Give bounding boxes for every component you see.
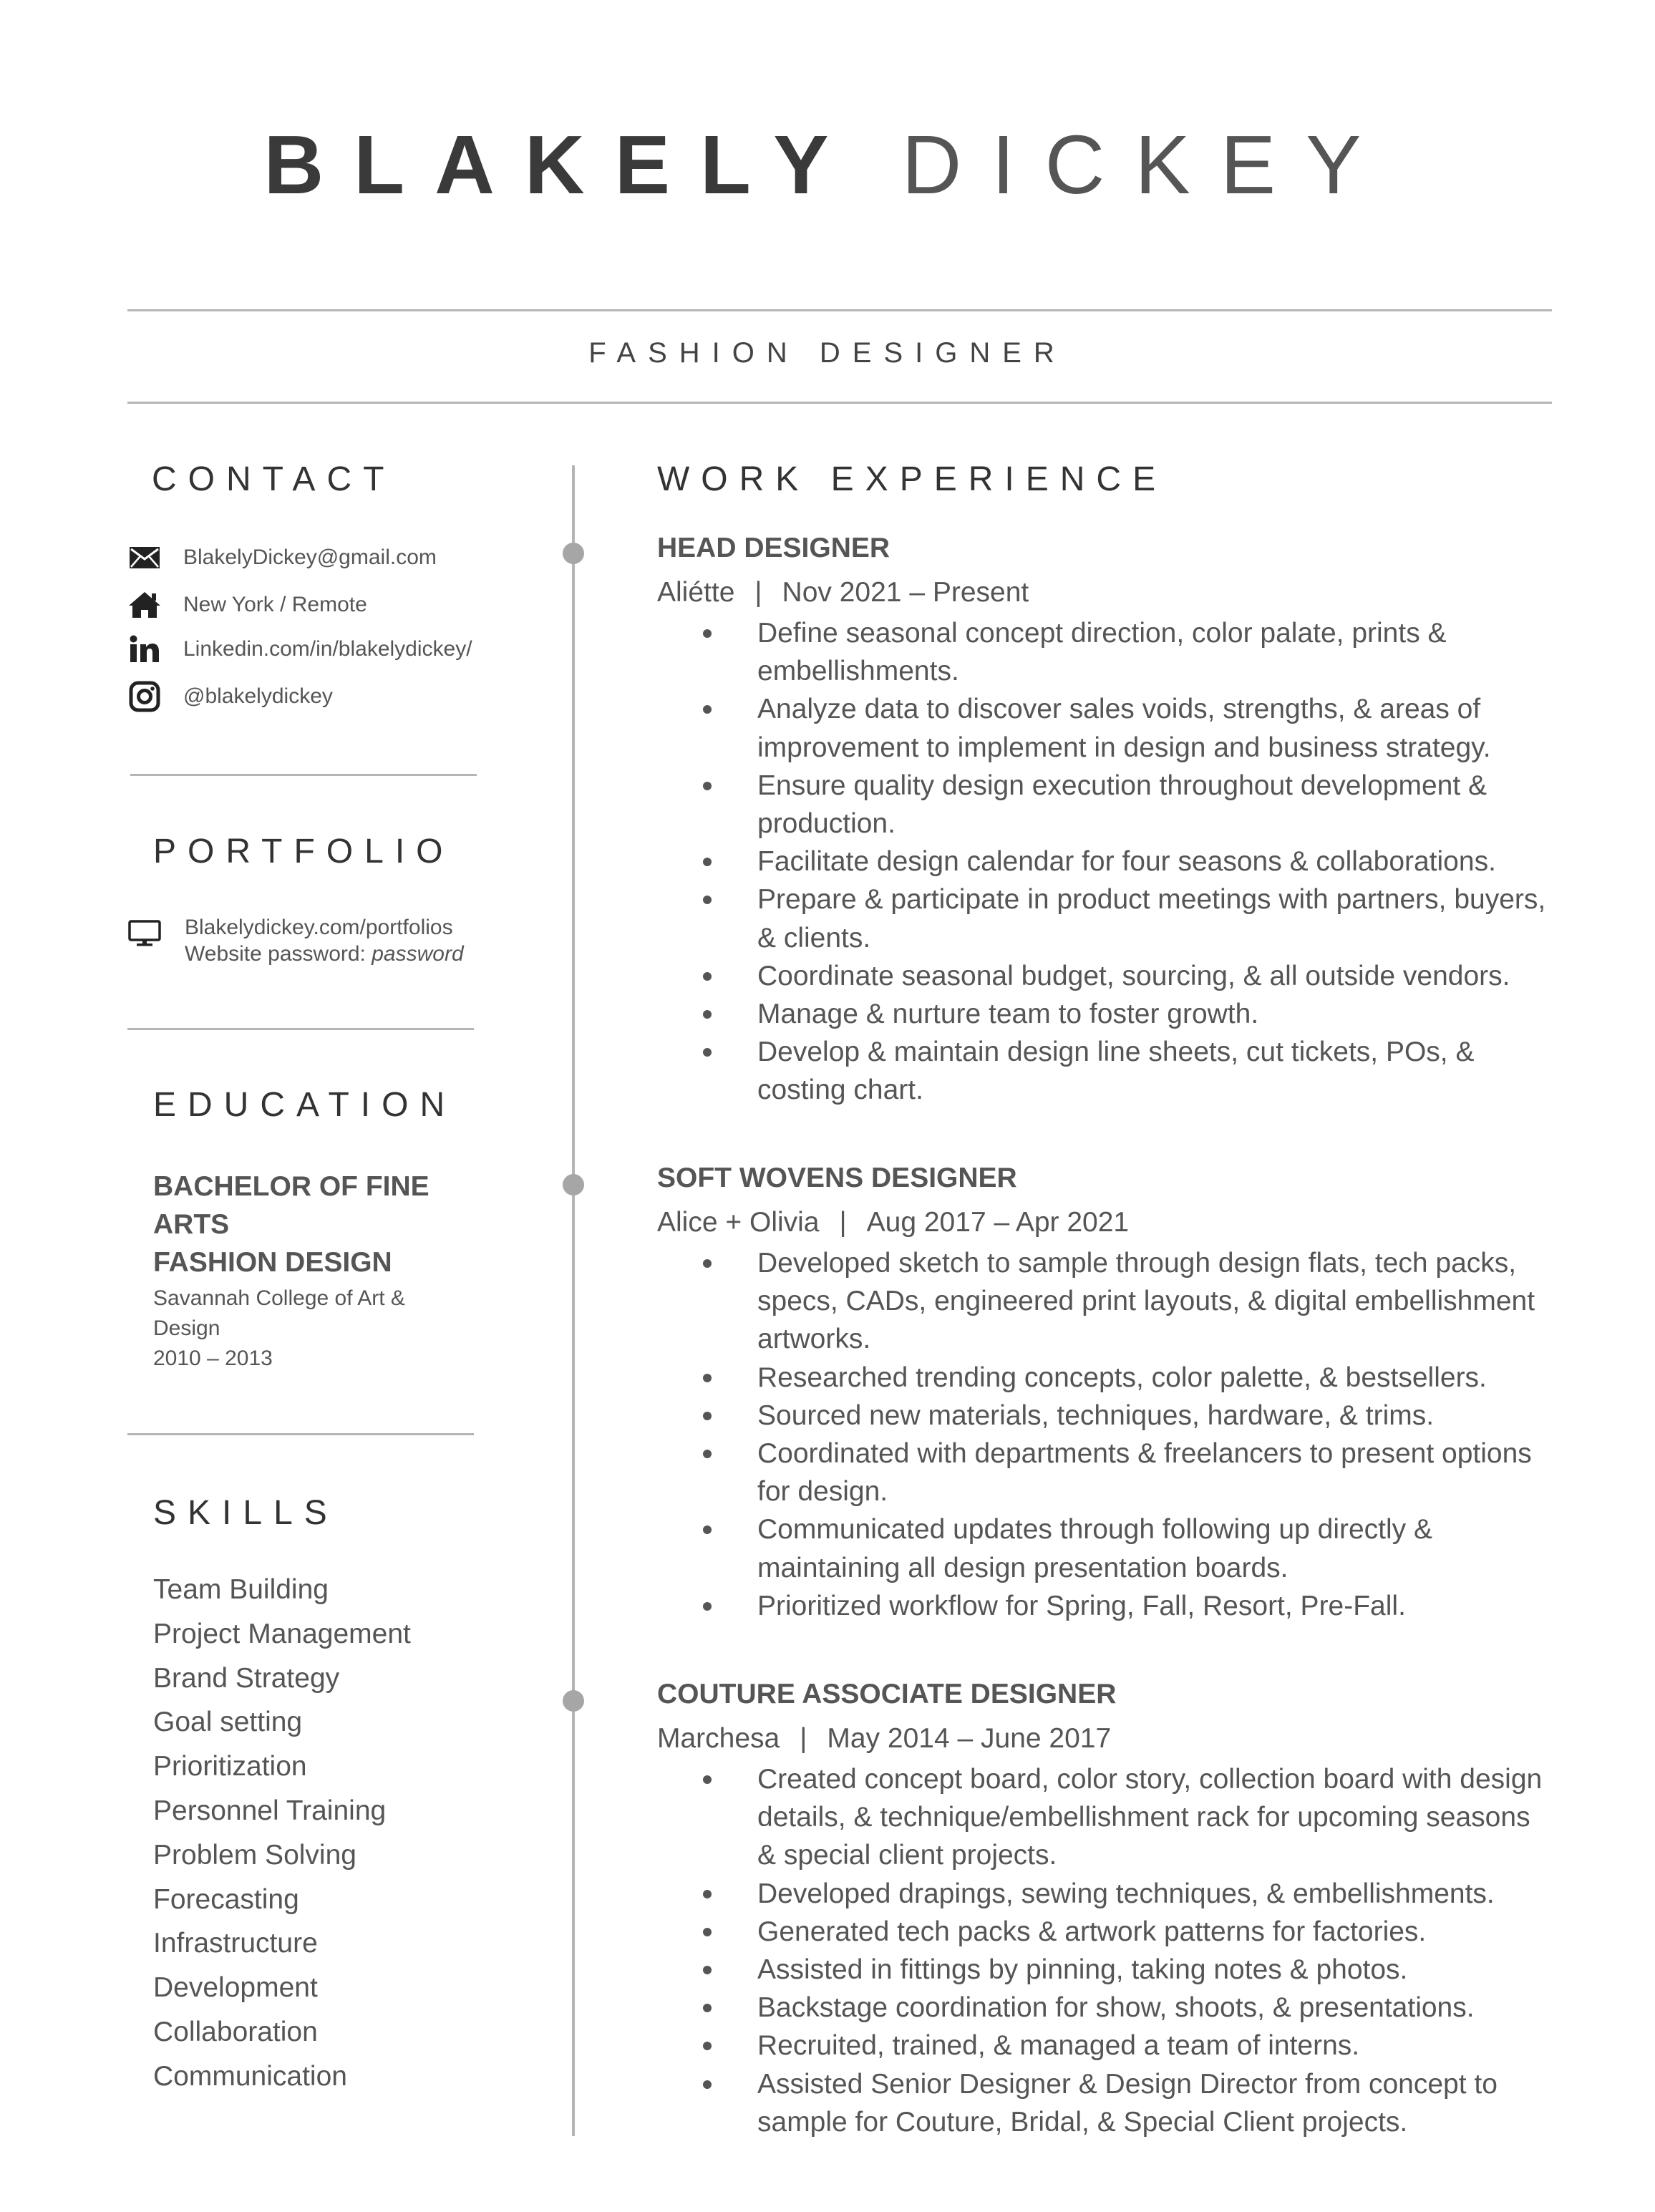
bullet-item: Manage & nurture team to foster growth. — [657, 995, 1552, 1033]
portfolio-divider — [127, 1028, 474, 1030]
bullet-item: Backstage coordination for show, shoots, & presentations. — [657, 1989, 1552, 2027]
skill-item: Infrastructure — [153, 1928, 318, 1959]
linkedin-text[interactable]: Linkedin.com/in/blakelydickey/ — [183, 637, 472, 661]
email-text[interactable]: BlakelyDickey@gmail.com — [183, 545, 437, 569]
job-title-subtitle: FASHION DESIGNER — [588, 337, 1067, 369]
header-bottom-divider — [127, 402, 1552, 404]
job-company: Alice + Olivia — [657, 1207, 820, 1238]
instagram-icon — [127, 679, 162, 714]
education-divider — [127, 1433, 474, 1435]
job-meta — [657, 1721, 1552, 1757]
contact-divider — [130, 774, 477, 776]
skill-item: Forecasting — [153, 1883, 299, 1915]
bullet-item: Facilitate design calendar for four seasons & collaborations. — [657, 843, 1552, 881]
job-bullets — [657, 1244, 1552, 1625]
job-head-designer — [657, 530, 1552, 1110]
skill-item: Project Management — [153, 1618, 411, 1649]
contact-linkedin — [127, 631, 472, 667]
bullet-item: Generated tech packs & artwork patterns for factories. — [657, 1913, 1552, 1951]
skill-item: Team Building — [153, 1574, 329, 1605]
job-separator: | — [839, 1207, 847, 1238]
job-separator: | — [800, 1723, 807, 1754]
portfolio-heading: PORTFOLIO — [153, 833, 455, 870]
portfolio-password — [185, 941, 464, 968]
bullet-item: Ensure quality design execution throughout development & production. — [657, 767, 1552, 843]
resume-name — [0, 115, 1655, 215]
contact-email — [127, 540, 437, 576]
job-dates: May 2014 – June 2017 — [827, 1723, 1112, 1754]
skill-item: Collaboration — [153, 2016, 318, 2047]
skill-item: Problem Solving — [153, 1839, 356, 1871]
job-couture-associate-designer — [657, 1677, 1552, 2141]
contact-heading: CONTACT — [152, 460, 396, 498]
bullet-item: Recruited, trained, & managed a team of interns. — [657, 2027, 1552, 2065]
skill-item: Prioritization — [153, 1751, 307, 1782]
contact-instagram — [127, 679, 333, 714]
education-heading: EDUCATION — [153, 1086, 457, 1124]
monitor-icon — [127, 916, 162, 951]
skill-item: Communication — [153, 2060, 347, 2092]
skill-item: Development — [153, 1972, 318, 2004]
first-name: BLAKELY — [263, 118, 859, 211]
school-line-1: Savannah College of Art & — [153, 1286, 405, 1310]
location-text: New York / Remote — [183, 593, 367, 616]
timeline-line — [572, 465, 575, 2136]
bullet-item: Created concept board, color story, collection board with design details, & technique/embellishment rack for upcoming seasons & special client projects. — [657, 1760, 1552, 1875]
last-name: DICKEY — [901, 118, 1392, 211]
skills-list — [153, 1568, 411, 2099]
skill-item: Brand Strategy — [153, 1662, 340, 1694]
skills-heading: SKILLS — [153, 1494, 339, 1532]
bullet-item: Assisted Senior Designer & Design Director from concept to sample for Couture, Bridal, & Special Client projects. — [657, 2065, 1552, 2141]
degree-line-1: BACHELOR OF FINE — [153, 1171, 429, 1202]
degree-line-3: FASHION DESIGN — [153, 1247, 392, 1278]
bullet-item: Analyze data to discover sales voids, strengths, & areas of improvement to implement in design and business strategy. — [657, 690, 1552, 766]
password-label: Website password: — [185, 942, 366, 966]
contact-location — [127, 587, 367, 623]
education-years: 2010 – 2013 — [153, 1347, 273, 1370]
bullet-item: Define seasonal concept direction, color palate, prints & embellishments. — [657, 614, 1552, 690]
job-title: SOFT WOVENS DESIGNER — [657, 1163, 1017, 1193]
job-bullets — [657, 614, 1552, 1110]
job-meta — [657, 575, 1552, 611]
portfolio-url[interactable]: Blakelydickey.com/portfolios — [185, 916, 453, 939]
home-icon — [127, 588, 162, 622]
job-company: Marchesa — [657, 1723, 780, 1754]
timeline-dot-head-designer — [563, 543, 584, 564]
bullet-item: Communicated updates through following up directly & maintaining all design presentation boards. — [657, 1510, 1552, 1586]
bullet-item: Prioritized workflow for Spring, Fall, Resort, Pre-Fall. — [657, 1587, 1552, 1625]
bullet-item: Developed drapings, sewing techniques, & embellishments. — [657, 1875, 1552, 1913]
bullet-item: Coordinate seasonal budget, sourcing, & all outside vendors. — [657, 957, 1552, 995]
header-top-divider — [127, 309, 1552, 311]
timeline-dot-couture — [563, 1690, 584, 1712]
bullet-item: Sourced new materials, techniques, hardware, & trims. — [657, 1397, 1552, 1435]
password-value: password — [372, 942, 464, 966]
job-meta — [657, 1205, 1552, 1241]
job-title: COUTURE ASSOCIATE DESIGNER — [657, 1679, 1117, 1709]
job-bullets — [657, 1760, 1552, 2141]
job-dates: Nov 2021 – Present — [782, 577, 1029, 608]
timeline-dot-soft-wovens — [563, 1174, 584, 1195]
instagram-text[interactable]: @blakelydickey — [183, 684, 333, 708]
bullet-item: Prepare & participate in product meetings with partners, buyers, & clients. — [657, 881, 1552, 956]
bullet-item: Developed sketch to sample through design flats, tech packs, specs, CADs, engineered print layouts, & digital embellishment artworks. — [657, 1244, 1552, 1359]
bullet-item: Assisted in fittings by pinning, taking notes & photos. — [657, 1951, 1552, 1989]
bullet-item: Researched trending concepts, color palette, & bestsellers. — [657, 1359, 1552, 1397]
job-soft-wovens-designer — [657, 1160, 1552, 1625]
bullet-item: Develop & maintain design line sheets, cut tickets, POs, & costing chart. — [657, 1033, 1552, 1109]
job-company: Aliétte — [657, 577, 735, 608]
skill-item: Goal setting — [153, 1707, 303, 1738]
degree-line-2: ARTS — [153, 1209, 230, 1240]
bullet-item: Coordinated with departments & freelancers to present options for design. — [657, 1435, 1552, 1510]
job-title: HEAD DESIGNER — [657, 533, 890, 563]
mail-icon — [127, 540, 162, 575]
job-separator: | — [754, 577, 762, 608]
skill-item: Personnel Training — [153, 1795, 387, 1826]
school-line-2: Design — [153, 1316, 220, 1340]
work-experience-heading: WORK EXPERIENCE — [657, 460, 1168, 498]
linkedin-icon — [127, 632, 162, 666]
job-dates: Aug 2017 – Apr 2021 — [866, 1207, 1130, 1238]
